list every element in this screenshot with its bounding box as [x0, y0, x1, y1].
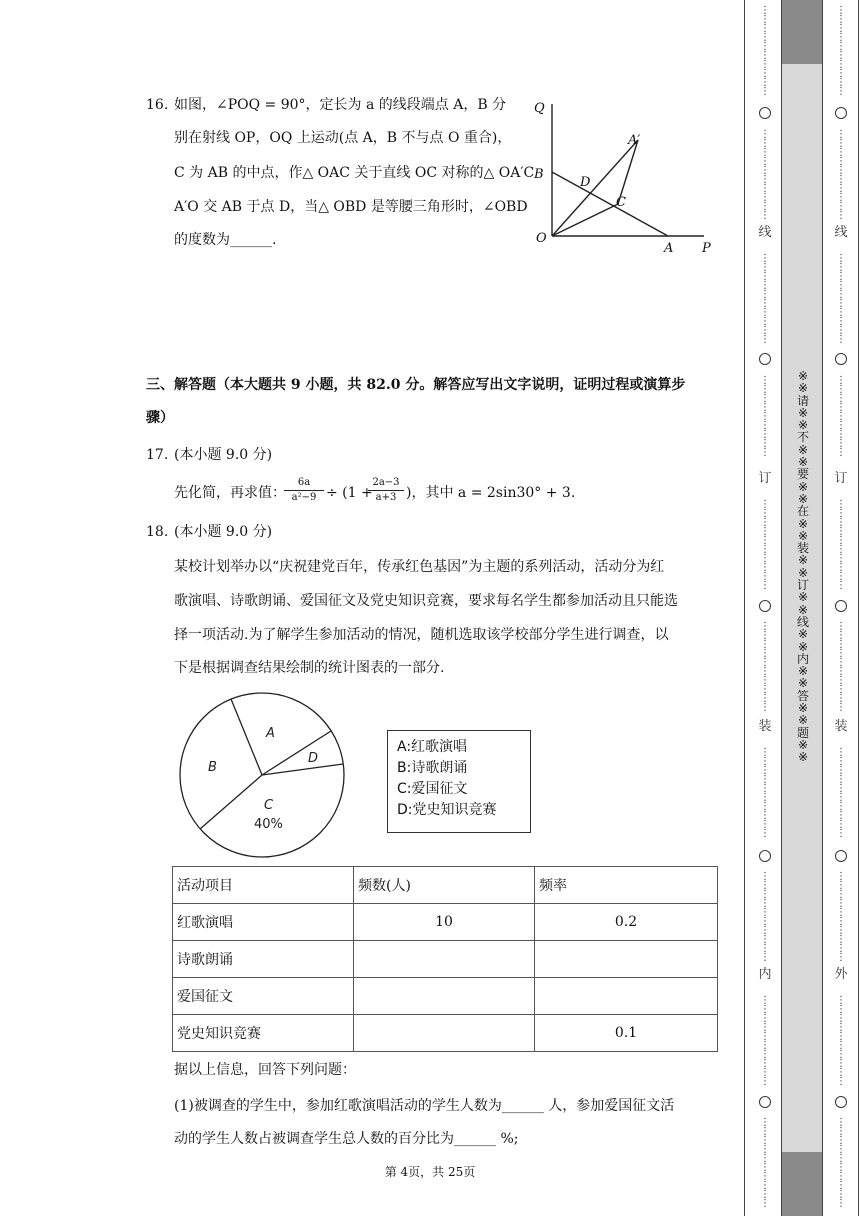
table-row	[173, 904, 718, 941]
inner-char-bind: 装	[758, 719, 772, 734]
q17-frac1-den: a²−9	[291, 492, 317, 503]
section3-heading-line1: 三、解答题（本大题共 9 小题，共 82.0 分。解答应写出文字说明，证明过程或演算步	[146, 377, 686, 393]
outer-char-bind: 装	[834, 719, 848, 734]
q16-line3: C 为 AB 的中点，作△ OAC 关于直线 OC 对称的△ OA′C	[174, 165, 535, 181]
gray-band-top-block	[782, 0, 822, 64]
table-cell: 10	[354, 904, 535, 941]
legend-item: C:爱国征文	[397, 781, 468, 797]
q17-frac2-num: 2a−3	[372, 477, 400, 488]
binding-border-left	[744, 0, 745, 1216]
q17-text-prefix: 先化简，再求值：	[174, 485, 286, 501]
outer-dotted-column: ⋮ ⋮ ⋮ ⋮ ⋮ ⋮ ⋮ ⋮ ⋮ ⋮ ⋮ ⋮ ⋮ ⋮ ⋮ ⋮ ⋮ ⋮ ⋮ ⋮ 线 ⋮ ⋮ ⋮ ⋮ ⋮ ⋮ ⋮ ⋮ ⋮ ⋮ ⋮ ⋮ ⋮ ⋮ ⋮ ⋮ ⋮ ⋮ ⋮ 订 ⋮ ⋮ ⋮ ⋮ ⋮ ⋮ ⋮ ⋮ ⋮ ⋮ ⋮ ⋮ ⋮ ⋮ ⋮ ⋮ ⋮ ⋮ ⋮ ⋮ 装 ⋮ ⋮ ⋮ ⋮ ⋮ ⋮ ⋮ ⋮ ⋮ ⋮ ⋮ ⋮ ⋮ ⋮ ⋮ ⋮ ⋮ ⋮ ⋮ ⋮ 外 ⋮ ⋮ ⋮ ⋮ ⋮ ⋮ ⋮ ⋮ ⋮ ⋮ ⋮ ⋮ ⋮ ⋮ ⋮ ⋮ ⋮ ⋮ ⋮ ⋮	[830, 0, 852, 1216]
q18-para-line2: 歌演唱、诗歌朗诵、爱国征文及党史知识竞赛，要求每名学生都参加活动且只能选	[174, 593, 678, 609]
pie-label-c: C	[264, 798, 274, 813]
table-header-cell: 活动项目	[173, 867, 354, 904]
q18-pie-legend	[387, 730, 531, 833]
pie-label-d: D	[308, 751, 319, 766]
circle-mark	[835, 850, 847, 862]
q17-frac1-bar	[284, 490, 324, 491]
fig-label-b: B	[534, 167, 544, 182]
q16-number: 16.	[146, 97, 169, 113]
q18-number: 18.	[146, 524, 169, 540]
table-cell	[535, 978, 718, 1015]
q17-text-suffix: )，其中 a = 2sin30° + 3.	[406, 485, 576, 501]
legend-item: A:红歌演唱	[397, 739, 468, 755]
binding-border-outer	[822, 0, 823, 1216]
fig-label-q: Q	[534, 101, 545, 116]
q18-after-text: 据以上信息，回答下列问题：	[174, 1062, 356, 1078]
table-row	[173, 941, 718, 978]
outer-char-line: 线	[834, 225, 848, 240]
circle-mark	[759, 850, 771, 862]
table-cell	[354, 978, 535, 1015]
fig-label-p: P	[702, 241, 711, 256]
q18-para-line1: 某校计划举办以“庆祝建党百年，传承红色基因”为主题的系列活动，活动分为红	[174, 559, 665, 575]
q16-line5: 的度数为______.	[174, 232, 277, 248]
outer-char-outside: 外	[834, 967, 848, 982]
q17-frac2-den: a+3	[375, 492, 397, 503]
q17-frac1-num: 6a	[297, 477, 311, 488]
q17-score: (本小题 9.0 分)	[174, 447, 273, 463]
table-row	[173, 1015, 718, 1052]
page-footer: 第 4页，共 25页	[384, 1165, 476, 1179]
pie-label-a: A	[266, 726, 275, 741]
q16-line1: 如图，∠POQ = 90°，定长为 a 的线段端点 A，B 分	[174, 97, 507, 113]
gray-band-bottom-block	[782, 1152, 822, 1216]
pie-label-c-percent: 40%	[254, 817, 283, 832]
table-cell: 党史知识竞赛	[173, 1015, 354, 1052]
table-cell	[354, 941, 535, 978]
circle-mark	[835, 353, 847, 365]
inner-char-line: 线	[758, 225, 772, 240]
q16-geometry-figure	[528, 92, 724, 260]
table-cell: 爱国征文	[173, 978, 354, 1015]
table-header-row	[173, 867, 718, 904]
binding-notice: ※※请※※不※※要※※在※※装※※订※※线※※内※※答※※题※※	[796, 369, 809, 765]
table-cell: 诗歌朗诵	[173, 941, 354, 978]
table-header-cell: 频率	[535, 867, 718, 904]
fig-label-o: O	[536, 231, 547, 246]
q18-para-line3: 择一项活动.为了解学生参加活动的情况，随机选取该学校部分学生进行调查，以	[174, 627, 669, 643]
q16-line4: A′O 交 AB 于点 D，当△ OBD 是等腰三角形时，∠OBD	[174, 199, 528, 215]
fig-label-a: A	[664, 241, 674, 256]
circle-mark	[835, 107, 847, 119]
table-cell	[535, 941, 718, 978]
q18-para-line4: 下是根据调查结果绘制的统计图表的一部分.	[174, 660, 445, 676]
fig-label-d: D	[580, 175, 591, 190]
table-cell: 0.1	[535, 1015, 718, 1052]
q17-operator: ÷ (1 +	[326, 485, 373, 501]
section3-heading-line2: 骤）	[146, 410, 174, 426]
inner-char-inside: 内	[758, 967, 772, 982]
q18-sub1-line2: 动的学生人数占被调查学生总人数的百分比为______ %;	[174, 1131, 519, 1147]
inner-char-order: 订	[758, 471, 772, 486]
circle-mark	[835, 600, 847, 612]
q18-pie-chart	[174, 692, 354, 862]
table-cell	[354, 1015, 535, 1052]
q18-sub1-line1: (1)被调查的学生中，参加红歌演唱活动的学生人数为______ 人，参加爱国征文活	[174, 1098, 675, 1114]
circle-mark	[759, 600, 771, 612]
legend-item: B:诗歌朗诵	[397, 760, 468, 776]
fig-label-a-prime: A′	[628, 133, 641, 148]
outer-char-order: 订	[834, 471, 848, 486]
circle-mark	[759, 353, 771, 365]
table-row	[173, 978, 718, 1015]
circle-mark	[759, 1096, 771, 1108]
inner-dotted-column: ⋮ ⋮ ⋮ ⋮ ⋮ ⋮ ⋮ ⋮ ⋮ ⋮ ⋮ ⋮ ⋮ ⋮ ⋮ ⋮ ⋮ ⋮ ⋮ ⋮ 线 ⋮ ⋮ ⋮ ⋮ ⋮ ⋮ ⋮ ⋮ ⋮ ⋮ ⋮ ⋮ ⋮ ⋮ ⋮ ⋮ ⋮ ⋮ ⋮ 订 ⋮ ⋮ ⋮ ⋮ ⋮ ⋮ ⋮ ⋮ ⋮ ⋮ ⋮ ⋮ ⋮ ⋮ ⋮ ⋮ ⋮ ⋮ ⋮ ⋮ 装 ⋮ ⋮ ⋮ ⋮ ⋮ ⋮ ⋮ ⋮ ⋮ ⋮ ⋮ ⋮ ⋮ ⋮ ⋮ ⋮ ⋮ ⋮ ⋮ ⋮ 内 ⋮ ⋮ ⋮ ⋮ ⋮ ⋮ ⋮ ⋮ ⋮ ⋮ ⋮ ⋮ ⋮ ⋮ ⋮ ⋮ ⋮ ⋮ ⋮ ⋮	[754, 0, 776, 1216]
table-cell: 红歌演唱	[173, 904, 354, 941]
q16-line2: 别在射线 OP，OQ 上运动(点 A，B 不与点 O 重合)，	[174, 130, 512, 146]
binding-border-right	[858, 0, 859, 1216]
legend-item: D:党史知识竞赛	[397, 802, 497, 818]
q17-frac2-bar	[368, 490, 404, 491]
table-cell: 0.2	[535, 904, 718, 941]
table-header-cell: 频数(人)	[354, 867, 535, 904]
q18-score: (本小题 9.0 分)	[174, 524, 273, 540]
q18-frequency-table	[172, 866, 718, 1052]
circle-mark	[835, 1096, 847, 1108]
circle-mark	[759, 107, 771, 119]
q17-number: 17.	[146, 447, 169, 463]
pie-label-b: B	[208, 760, 217, 775]
fig-label-c: C	[616, 195, 626, 210]
